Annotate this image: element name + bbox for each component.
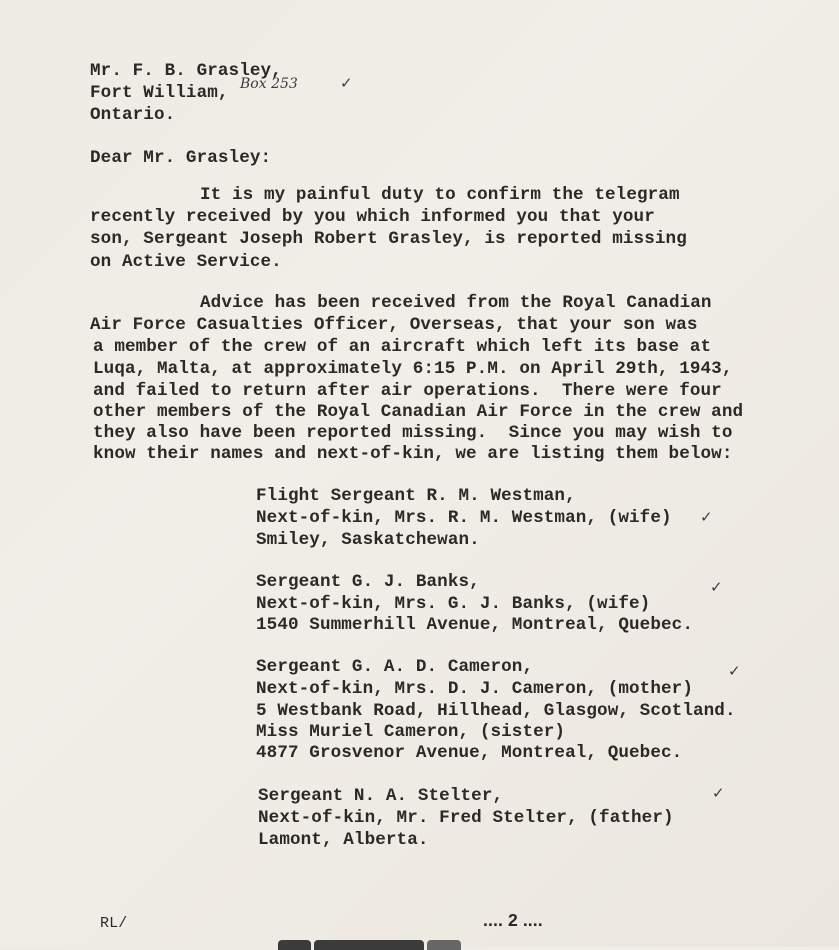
crew-line: Lamont, Alberta.	[258, 830, 429, 850]
paragraph-line: and failed to return after air operations. There were four	[93, 381, 722, 401]
paragraph-line: Advice has been received from the Royal Canadian	[200, 293, 712, 313]
typist-initials: RL/	[100, 915, 128, 932]
crew-line: Flight Sergeant R. M. Westman,	[256, 486, 576, 506]
crew-line: Next-of-kin, Mrs. D. J. Cameron, (mother)	[256, 679, 693, 699]
crew-line: 4877 Grosvenor Avenue, Montreal, Quebec.	[256, 743, 683, 763]
paragraph-line: a member of the crew of an aircraft which left its base at	[93, 337, 712, 357]
crew-line: Next-of-kin, Mrs. R. M. Westman, (wife)	[256, 508, 672, 528]
paragraph-line: It is my painful duty to confirm the telegram	[200, 185, 680, 205]
crew-line: Sergeant G. J. Banks,	[256, 572, 480, 592]
page-marker: .... 2 ....	[483, 910, 543, 930]
paragraph-line: recently received by you which informed you that your	[90, 207, 655, 227]
paragraph-line: know their names and next-of-kin, we are listing them below:	[93, 444, 733, 464]
crew-line: 1540 Summerhill Avenue, Montreal, Quebec.	[256, 615, 693, 635]
address-city: Fort William,	[90, 83, 229, 103]
crew-line: Miss Muriel Cameron, (sister)	[256, 722, 566, 742]
toolbar-button[interactable]	[278, 940, 311, 950]
viewer-toolbar[interactable]	[278, 940, 461, 950]
paragraph-line: other members of the Royal Canadian Air Force in the crew and	[93, 402, 744, 422]
crew-line: 5 Westbank Road, Hillhead, Glasgow, Scotland.	[256, 701, 736, 721]
handwritten-box-note: Box 253	[240, 76, 298, 92]
paragraph-line: on Active Service.	[90, 252, 282, 272]
crew-line: Next-of-kin, Mr. Fred Stelter, (father)	[258, 808, 674, 828]
check-mark-icon: ✓	[340, 74, 353, 92]
check-mark-icon: ✓	[710, 578, 723, 596]
check-mark-icon: ✓	[728, 662, 741, 680]
toolbar-button[interactable]	[314, 940, 424, 950]
check-mark-icon: ✓	[700, 508, 713, 526]
crew-line: Next-of-kin, Mrs. G. J. Banks, (wife)	[256, 594, 651, 614]
address-province: Ontario.	[90, 105, 176, 125]
crew-line: Smiley, Saskatchewan.	[256, 530, 480, 550]
paragraph-line: Luqa, Malta, at approximately 6:15 P.M. on April 29th, 1943,	[93, 359, 733, 379]
salutation: Dear Mr. Grasley:	[90, 148, 272, 168]
crew-line: Sergeant G. A. D. Cameron,	[256, 657, 534, 677]
paragraph-line: they also have been reported missing. Since you may wish to	[93, 423, 733, 443]
toolbar-button[interactable]	[427, 940, 461, 950]
paragraph-line: Air Force Casualties Officer, Overseas, that your son was	[90, 315, 698, 335]
crew-line: Sergeant N. A. Stelter,	[258, 786, 504, 806]
paragraph-line: son, Sergeant Joseph Robert Grasley, is reported missing	[90, 229, 687, 249]
address-name: Mr. F. B. Grasley,	[90, 61, 282, 81]
check-mark-icon: ✓	[712, 784, 725, 802]
